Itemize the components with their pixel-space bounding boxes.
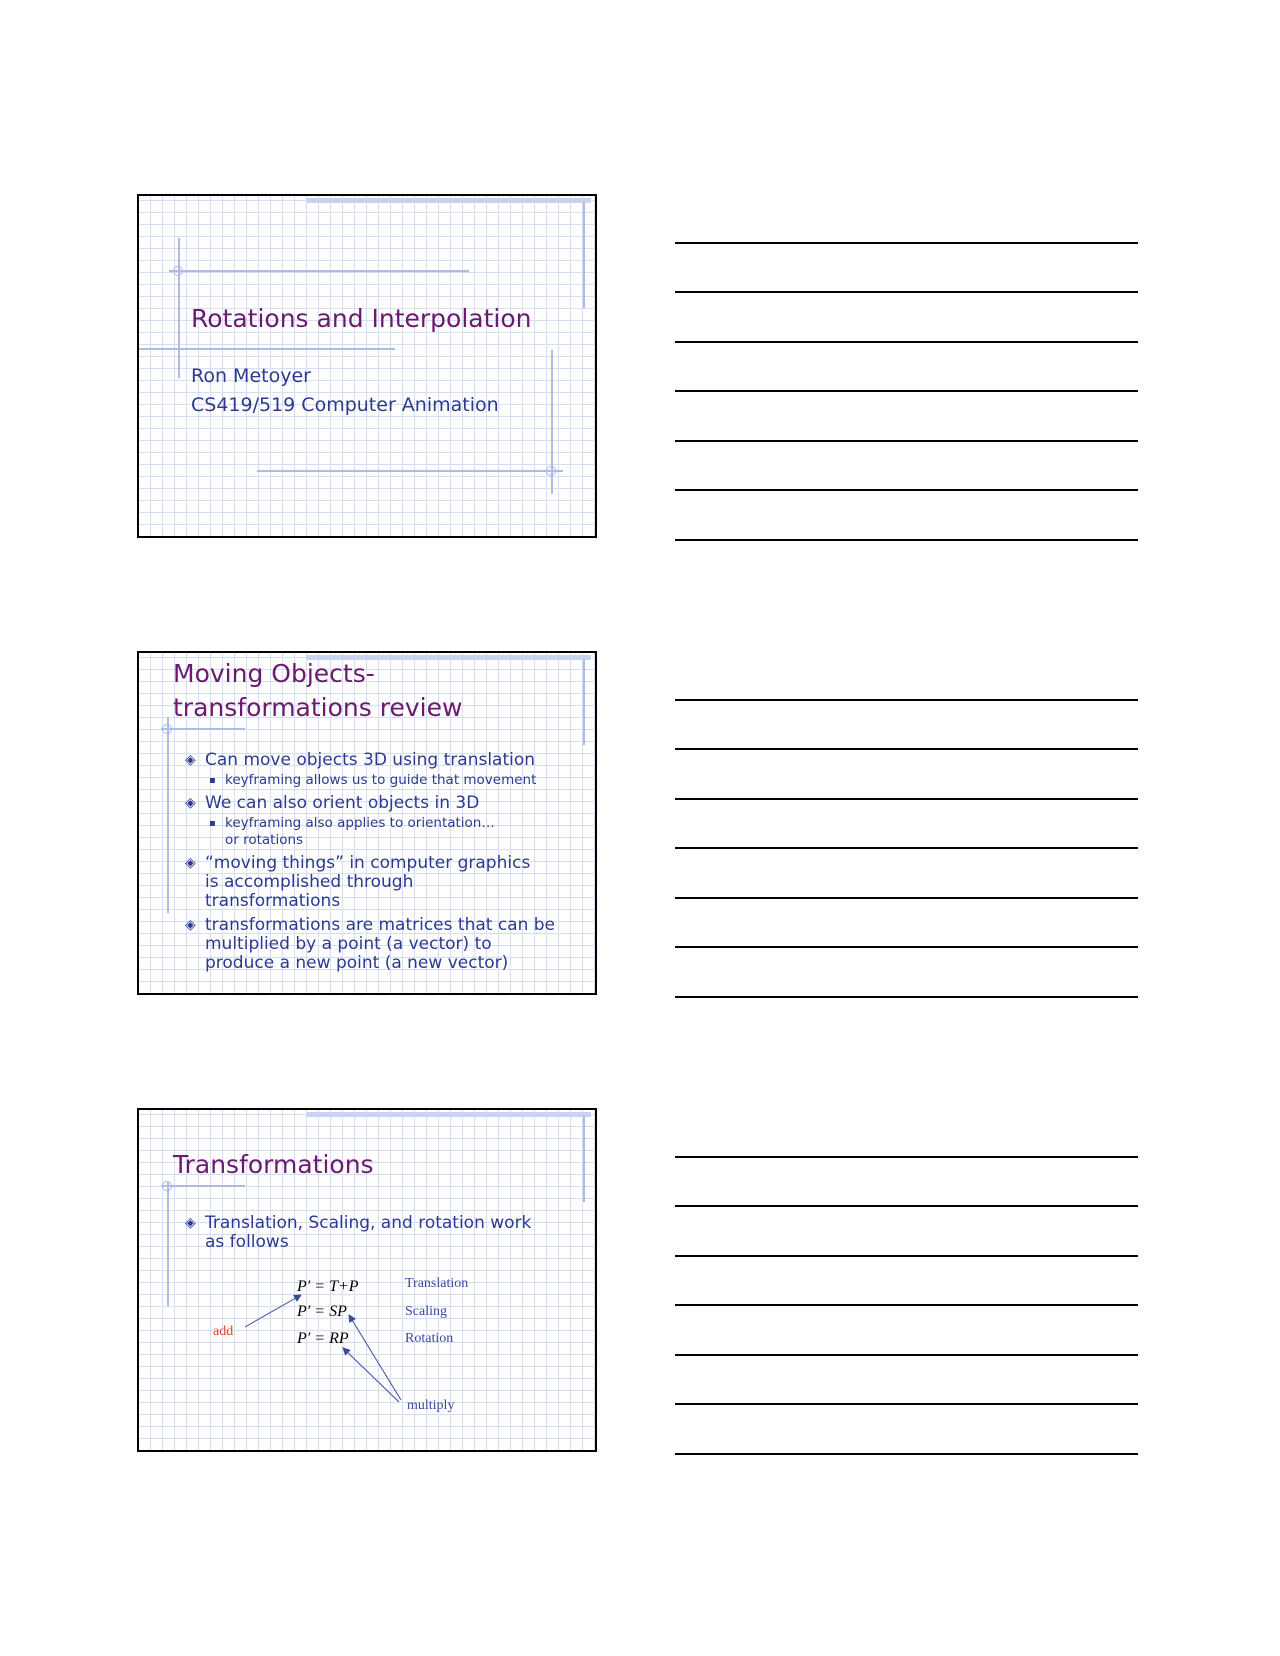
slide-1 [137,194,597,538]
slide-2-sub-bullet-1: ▪ keyframing allows us to guide that movement [185,772,565,789]
note-line [675,1304,1138,1306]
slide-2-bullet-list [185,751,565,978]
slide-1-course: CS419/519 Computer Animation [191,394,499,416]
note-line [675,1205,1138,1207]
arrow-multiply-to-scaling [349,1315,401,1400]
note-line [675,390,1138,392]
note-line [675,1255,1138,1257]
note-line [675,440,1138,442]
slide-1-top-bar [307,198,591,203]
note-line [675,996,1138,998]
slide-2-deco-right-vertical [583,659,585,745]
note-line [675,1156,1138,1158]
slide-1-author: Ron Metoyer [191,365,311,387]
slide-2-bullet-2: ◈ We can also orient objects in 3D [185,794,565,813]
slide-2-deco-title-underline [161,728,245,730]
slide-2-deco-circle [162,724,172,734]
note-line [675,798,1138,800]
slide-1-deco-left-vertical [178,238,180,378]
slide-2-bullet-3: ◈ “moving things” in computer graphics is accomplished through transformations [185,854,565,911]
label-translation: Translation [405,1276,469,1291]
slide-3-title: Transformations [173,1150,374,1179]
slide-2-bullet-4: ◈ transformations are matrices that can be multiplied by a point (a vector) to produce a new point (a new vector) [185,916,565,973]
note-line [675,748,1138,750]
note-line [675,1354,1138,1356]
slide-1-deco-right-vertical [583,202,585,308]
slide-1-subtitle [191,362,499,420]
slide-1-deco-middle-horizontal [139,348,395,350]
note-line [675,1403,1138,1405]
annotation-add: add [213,1324,234,1339]
slide-2-bullet-1: ◈ Can move objects 3D using translation [185,751,565,770]
annotation-arrows [139,1110,597,1452]
note-line [675,291,1138,293]
note-line [675,699,1138,701]
slide-1-title: Rotations and Interpolation [191,304,532,333]
equation-rotation: P′ = RP [297,1330,349,1347]
note-line [675,489,1138,491]
label-scaling: Scaling [405,1304,447,1319]
slide-2 [137,651,597,995]
slide-1-deco-circle-top [173,266,183,276]
note-line [675,242,1138,244]
note-line [675,897,1138,899]
note-line [675,341,1138,343]
equation-scaling: P′ = SP [297,1303,347,1320]
slide-2-deco-left-vertical [167,717,169,913]
equation-translation: P′ = T+P [297,1278,359,1295]
slide-1-deco-upper-horizontal [169,270,469,272]
slide-3 [137,1108,597,1452]
annotation-multiply: multiply [407,1398,455,1413]
note-line [675,946,1138,948]
slide-2-title [173,657,462,725]
note-line [675,1453,1138,1455]
slide-2-sub-bullet-2: ▪ keyframing also applies to orientation…or rotations [185,815,565,849]
note-line [675,847,1138,849]
slide-2-title-line-2: transformations review [173,693,463,722]
slide-2-title-line-1: Moving Objects- [173,659,375,688]
arrow-multiply-to-rotation [343,1348,399,1402]
slide-3-bullet-1: ◈ Translation, Scaling, and rotation work as follows [185,1214,535,1252]
label-rotation: Rotation [405,1331,454,1346]
note-line [675,539,1138,541]
slide-1-deco-bottom-horizontal [257,470,563,472]
arrow-add-to-translation [245,1295,301,1327]
slide-1-deco-circle-bottom [546,466,556,476]
